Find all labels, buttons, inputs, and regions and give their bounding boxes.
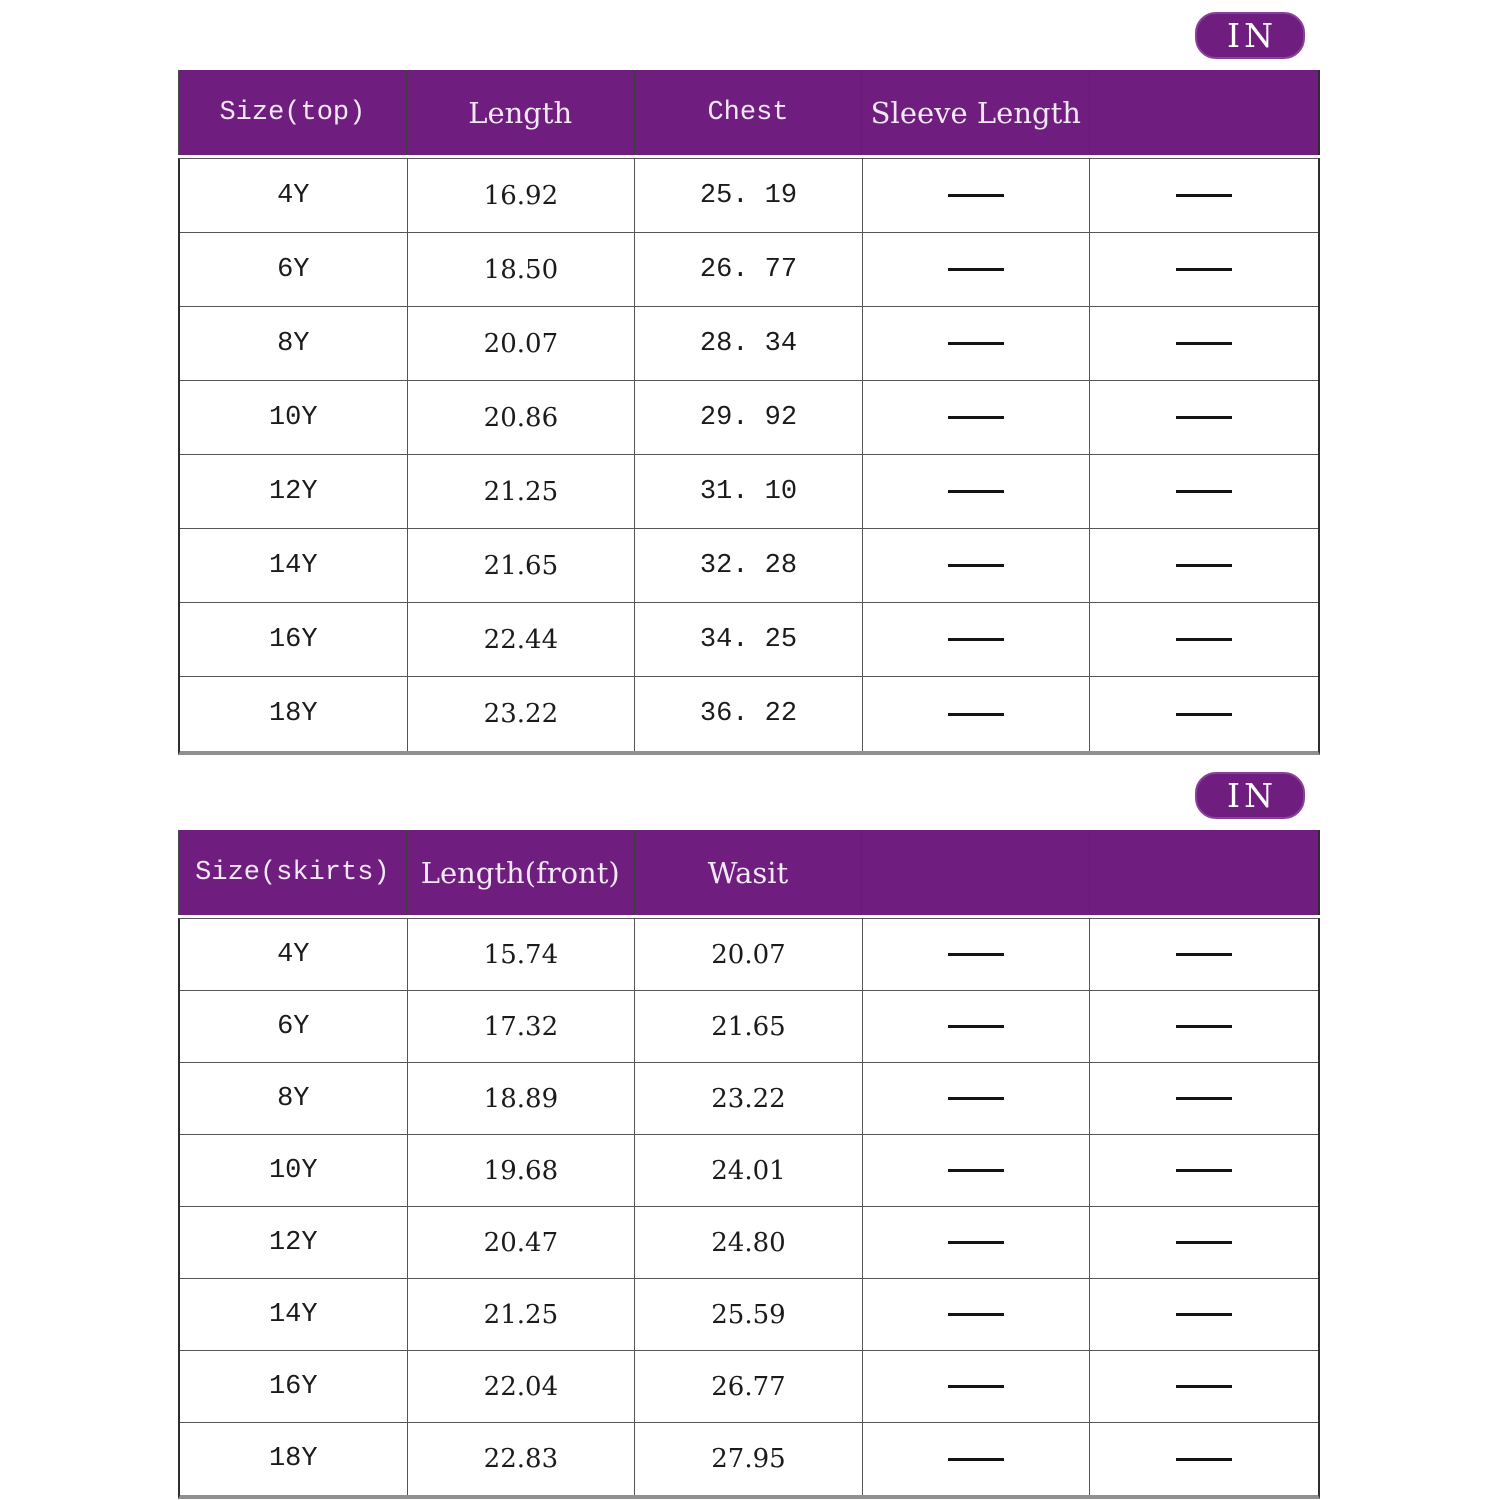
size-label-cell: 12Y bbox=[180, 455, 408, 528]
dash-line bbox=[948, 1025, 1004, 1028]
empty-measurement-cell bbox=[863, 1423, 1091, 1495]
measurement-value-cell: 15.74 bbox=[408, 919, 636, 990]
table-row bbox=[180, 1279, 1318, 1351]
size-label-cell: 18Y bbox=[180, 1423, 408, 1495]
dash-line bbox=[1176, 1313, 1232, 1316]
empty-measurement-cell bbox=[863, 919, 1091, 990]
dash-line bbox=[1176, 268, 1232, 271]
size-label-cell: 10Y bbox=[180, 1135, 408, 1206]
measurement-value-cell: 22.04 bbox=[408, 1351, 636, 1422]
measurement-value-cell: 22.44 bbox=[408, 603, 636, 676]
size-label-cell: 8Y bbox=[180, 1063, 408, 1134]
empty-measurement-cell bbox=[1090, 1063, 1318, 1134]
measurement-value-cell: 20.86 bbox=[408, 381, 636, 454]
empty-measurement-cell bbox=[1090, 529, 1318, 602]
measurement-value-cell: 22.83 bbox=[408, 1423, 636, 1495]
skirts-table-header-row bbox=[178, 830, 1320, 915]
measurement-value-cell: 36. 22 bbox=[635, 677, 863, 751]
measurement-value-cell: 21.25 bbox=[408, 1279, 636, 1350]
empty-measurement-cell bbox=[1090, 603, 1318, 676]
dash-line bbox=[1176, 416, 1232, 419]
empty-measurement-cell bbox=[863, 1135, 1091, 1206]
measurement-value-cell: 17.32 bbox=[408, 991, 636, 1062]
empty-measurement-cell bbox=[1090, 307, 1318, 380]
dash-line bbox=[1176, 342, 1232, 345]
dash-line bbox=[948, 416, 1004, 419]
column-header-empty bbox=[1090, 830, 1318, 915]
dash-line bbox=[1176, 953, 1232, 956]
table-row bbox=[180, 1207, 1318, 1279]
empty-measurement-cell bbox=[863, 1207, 1091, 1278]
dash-line bbox=[948, 713, 1004, 716]
size-label-cell: 10Y bbox=[180, 381, 408, 454]
dash-line bbox=[1176, 1097, 1232, 1100]
measurement-value-cell: 31. 10 bbox=[635, 455, 863, 528]
table-row bbox=[180, 677, 1318, 751]
dash-line bbox=[1176, 1385, 1232, 1388]
measurement-value-cell: 18.89 bbox=[408, 1063, 636, 1134]
skirts-table-body bbox=[178, 918, 1320, 1499]
empty-measurement-cell bbox=[1090, 991, 1318, 1062]
measurement-value-cell: 27.95 bbox=[635, 1423, 863, 1495]
size-label-cell: 16Y bbox=[180, 1351, 408, 1422]
dash-line bbox=[948, 953, 1004, 956]
dash-line bbox=[1176, 194, 1232, 197]
dash-line bbox=[948, 1169, 1004, 1172]
measurement-value-cell: 29. 92 bbox=[635, 381, 863, 454]
empty-measurement-cell bbox=[863, 307, 1091, 380]
table-row bbox=[180, 991, 1318, 1063]
empty-measurement-cell bbox=[863, 1063, 1091, 1134]
size-label-cell: 12Y bbox=[180, 1207, 408, 1278]
dash-line bbox=[948, 194, 1004, 197]
measurement-value-cell: 24.01 bbox=[635, 1135, 863, 1206]
table-row bbox=[180, 529, 1318, 603]
measurement-value-cell: 24.80 bbox=[635, 1207, 863, 1278]
column-header-size-skirts: Size(skirts) bbox=[179, 830, 407, 915]
table-row bbox=[180, 381, 1318, 455]
dash-line bbox=[1176, 1458, 1232, 1461]
measurement-value-cell: 21.65 bbox=[635, 991, 863, 1062]
empty-measurement-cell bbox=[1090, 233, 1318, 306]
empty-measurement-cell bbox=[863, 159, 1091, 232]
empty-measurement-cell bbox=[863, 1351, 1091, 1422]
measurement-value-cell: 23.22 bbox=[635, 1063, 863, 1134]
skirts-size-table bbox=[178, 830, 1320, 1499]
empty-measurement-cell bbox=[1090, 1279, 1318, 1350]
empty-measurement-cell bbox=[863, 677, 1091, 751]
unit-badge-inches-skirts: IN bbox=[1195, 772, 1305, 819]
empty-measurement-cell bbox=[1090, 1351, 1318, 1422]
empty-measurement-cell bbox=[863, 233, 1091, 306]
empty-measurement-cell bbox=[1090, 1207, 1318, 1278]
table-row bbox=[180, 159, 1318, 233]
dash-line bbox=[1176, 1241, 1232, 1244]
dash-line bbox=[948, 342, 1004, 345]
column-header-wasit: Wasit bbox=[635, 830, 863, 915]
measurement-value-cell: 20.47 bbox=[408, 1207, 636, 1278]
empty-measurement-cell bbox=[863, 991, 1091, 1062]
measurement-value-cell: 34. 25 bbox=[635, 603, 863, 676]
column-header-length-front: Length(front) bbox=[407, 830, 635, 915]
table-row bbox=[180, 1351, 1318, 1423]
dash-line bbox=[948, 564, 1004, 567]
dash-line bbox=[948, 1385, 1004, 1388]
table-row bbox=[180, 603, 1318, 677]
column-header-chest: Chest bbox=[635, 70, 863, 155]
dash-line bbox=[948, 1313, 1004, 1316]
dash-line bbox=[1176, 713, 1232, 716]
size-label-cell: 14Y bbox=[180, 529, 408, 602]
size-label-cell: 8Y bbox=[180, 307, 408, 380]
table-row bbox=[180, 307, 1318, 381]
tops-table-body bbox=[178, 158, 1320, 755]
measurement-value-cell: 32. 28 bbox=[635, 529, 863, 602]
size-label-cell: 4Y bbox=[180, 159, 408, 232]
empty-measurement-cell bbox=[863, 529, 1091, 602]
column-header-size-top: Size(top) bbox=[179, 70, 407, 155]
measurement-value-cell: 16.92 bbox=[408, 159, 636, 232]
empty-measurement-cell bbox=[1090, 677, 1318, 751]
table-row bbox=[180, 1423, 1318, 1495]
measurement-value-cell: 19.68 bbox=[408, 1135, 636, 1206]
measurement-value-cell: 21.25 bbox=[408, 455, 636, 528]
dash-line bbox=[1176, 1169, 1232, 1172]
empty-measurement-cell bbox=[1090, 381, 1318, 454]
dash-line bbox=[1176, 638, 1232, 641]
measurement-value-cell: 21.65 bbox=[408, 529, 636, 602]
dash-line bbox=[948, 1458, 1004, 1461]
column-header-empty bbox=[862, 830, 1090, 915]
measurement-value-cell: 25. 19 bbox=[635, 159, 863, 232]
column-header-length: Length bbox=[407, 70, 635, 155]
size-label-cell: 6Y bbox=[180, 233, 408, 306]
column-header-empty bbox=[1090, 70, 1318, 155]
measurement-value-cell: 20.07 bbox=[635, 919, 863, 990]
measurement-value-cell: 26. 77 bbox=[635, 233, 863, 306]
empty-measurement-cell bbox=[863, 1279, 1091, 1350]
table-row bbox=[180, 1135, 1318, 1207]
tops-table-header-row bbox=[178, 70, 1320, 155]
table-row bbox=[180, 455, 1318, 529]
measurement-value-cell: 26.77 bbox=[635, 1351, 863, 1422]
dash-line bbox=[948, 1097, 1004, 1100]
measurement-value-cell: 28. 34 bbox=[635, 307, 863, 380]
empty-measurement-cell bbox=[1090, 455, 1318, 528]
size-label-cell: 18Y bbox=[180, 677, 408, 751]
size-label-cell: 4Y bbox=[180, 919, 408, 990]
table-row bbox=[180, 233, 1318, 307]
table-row bbox=[180, 919, 1318, 991]
dash-line bbox=[948, 268, 1004, 271]
dash-line bbox=[948, 1241, 1004, 1244]
empty-measurement-cell bbox=[1090, 1135, 1318, 1206]
empty-measurement-cell bbox=[863, 455, 1091, 528]
unit-badge-inches-tops: IN bbox=[1195, 12, 1305, 59]
size-label-cell: 14Y bbox=[180, 1279, 408, 1350]
empty-measurement-cell bbox=[1090, 1423, 1318, 1495]
table-row bbox=[180, 1063, 1318, 1135]
dash-line bbox=[948, 638, 1004, 641]
measurement-value-cell: 18.50 bbox=[408, 233, 636, 306]
size-label-cell: 16Y bbox=[180, 603, 408, 676]
dash-line bbox=[948, 490, 1004, 493]
column-header-sleeve-length: Sleeve Length bbox=[862, 70, 1090, 155]
size-label-cell: 6Y bbox=[180, 991, 408, 1062]
dash-line bbox=[1176, 1025, 1232, 1028]
measurement-value-cell: 23.22 bbox=[408, 677, 636, 751]
measurement-value-cell: 25.59 bbox=[635, 1279, 863, 1350]
empty-measurement-cell bbox=[863, 381, 1091, 454]
empty-measurement-cell bbox=[1090, 159, 1318, 232]
tops-size-table bbox=[178, 70, 1320, 755]
measurement-value-cell: 20.07 bbox=[408, 307, 636, 380]
empty-measurement-cell bbox=[1090, 919, 1318, 990]
dash-line bbox=[1176, 564, 1232, 567]
dash-line bbox=[1176, 490, 1232, 493]
empty-measurement-cell bbox=[863, 603, 1091, 676]
